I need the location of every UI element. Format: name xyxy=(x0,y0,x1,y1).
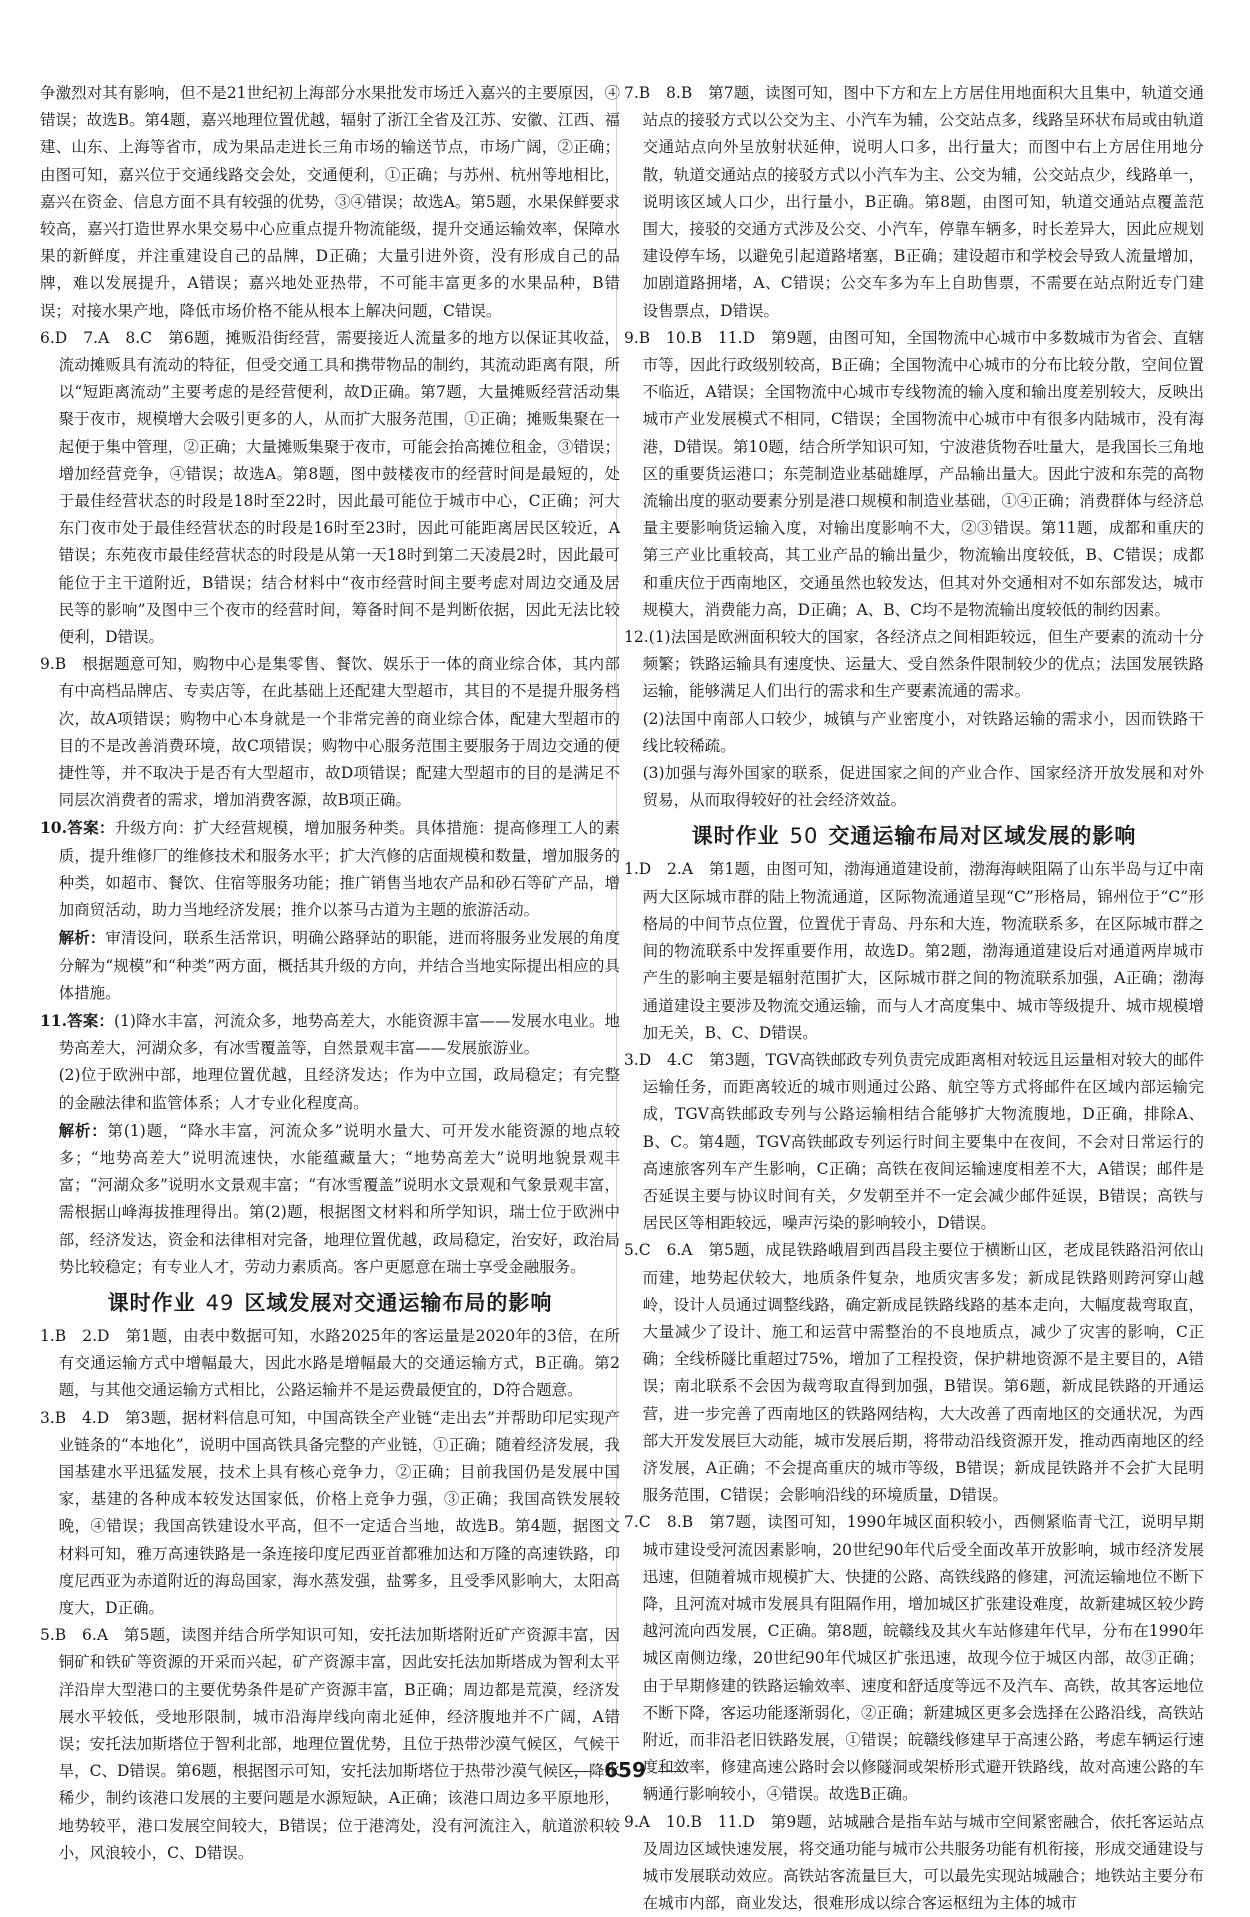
answer-paragraph xyxy=(40,651,620,814)
answer-paragraph xyxy=(40,1117,620,1281)
section-heading xyxy=(40,1285,620,1321)
answer-text: 3.D 4.C 第3题，TGV高铁邮政专列负责完成距离相对较远且运量相对较大的邮件运输任务，而距离较近的城市则通过公路、航空等方式将邮件在区域内部运输完成，TGV高铁邮政专列与公路运输相结合能够扩大物流腹地，D正确，排除A、B、C。第4题，TGV高铁邮政专列运行时间主要集中在夜间，不会对日常运行的高速旅客列车产生影响，C正确；高铁在夜间运输速度相差不大，A错误；邮件是否延误主要与协议时间有关，夕发朝至并不一定会减少邮件延误，B错误；高铁与居民区等相距较远，噪声污染的影响较小，D错误。 xyxy=(624,1050,1204,1233)
answer-text: (2)法国中南部人口较少，城镇与产业密度小，对铁路运输的需求小，因而铁路干线比较稀疏。 xyxy=(642,709,1204,755)
answer-text: 9.B 10.B 11.D 第9题，由图可知，全国物流中心城市中多数城市为省会、直辖市等，因此行政级别较高，B正确；全国物流中心城市的分布比较分散，空间位置不临近，A错误；全国物流中心城市专线物流的输入度和输出度差别较大，反映出城市产业发展模式不相同，C错误；全国物流中心城市中有很多内陆城市，没有海港，D错误。第10题，结合所学知识可知，宁波港货物吞吐量大，是我国长三角地区的重要货运港口；东莞制造业基础雄厚，产品输出量大。因此宁波和东莞的高物流输出度的驱动要素分别是港口规模和制造业基础，①④正确；消费群体与经济总量主要影响货运输入度，对输出度影响不大，②③错误。第11题，成都和重庆的第三产业比重较高，其工业产品的输出量少，物流输出度较低，B、C错误；成都和重庆位于西南地区，交通虽然也较发达，但其对外交通相对不如东部发达，城市规模大，消费能力高，D正确；A、B、C均不是物流输出度较低的制约因素。 xyxy=(624,328,1204,619)
answer-text: 7.C 8.B 第7题，读图可知，1990年城区面积较小，西侧紧临青弋江，说明早期城市建设受河流因素影响，20世纪90年代后受全面改革开放影响，城市经济发展迅速，但随着城市规模扩大、快捷的公路、高铁线路的修建，河流运输地位不断下降，且河流对城市发展具有阻隔作用，增加城区扩张建设难度，故新建城区较少跨越河流向西发展，C正确。第8题，皖赣线及其火车站修建年代早，分布在1990年城区南侧边缘，20世纪90年代城区扩张迅速，故现今位于城区内部，故③正确；由于早期修建的铁路运输效率、速度和舒适度等远不及汽车、高铁，故其客运地位不断下降，客运功能逐渐弱化，②正确；新建城区更多会选择在公路沿线，高铁站附近，而非沿老旧铁路发展，①错误；皖赣线修建早于高速公路，考虑车辆运行速度和效率，修建高速公路时会以修隧洞或架桥形式避开铁路线，故对高速公路的车辆通行影响较小，④错误。故选B正确。 xyxy=(624,1513,1204,1804)
answer-paragraph xyxy=(624,80,1204,325)
section-number: 50 xyxy=(789,824,819,849)
answer-label: 10.答案： xyxy=(40,818,115,838)
answer-text: 1.B 2.D 第1题，由表中数据可知，水路2025年的客运量是2020年的3倍，在所有交通运输方式中增幅最大，因此水路是增幅最大的交通运输方式，B正确。第2题，与其他交通运输方式相比，公路运输并不是运费最便宜的，D符合题意。 xyxy=(40,1326,620,1400)
answer-text: 9.A 10.B 11.D 第9题，站城融合是指车站与城市空间紧密融合，依托客运站点及周边区域快速发展，将交通功能与城市公共服务功能有机衔接，形成交通建设与城市发展联动效应。高铁站客流量巨大，可以最先实现站城融合；地铁站主要分布在城市内部，商业发达，很难形成以综合客运枢纽为主体的城市 xyxy=(624,1812,1204,1913)
answer-label: 解析： xyxy=(58,928,106,948)
answer-text: (3)加强与海外国家的联系，促进国家之间的产业合作、国家经济开放发展和对外贸易，从而取得较好的社会经济效益。 xyxy=(642,764,1204,810)
answer-paragraph xyxy=(40,1062,620,1116)
answer-paragraph xyxy=(40,1622,620,1867)
section-prefix: 课时作业 xyxy=(691,824,780,849)
answer-paragraph xyxy=(40,1323,620,1405)
answer-text: 争激烈对其有影响，但不是21世纪初上海部分水果批发市场迁入嘉兴的主要原因，④错误；故选B。第4题，嘉兴地理位置优越，辐射了浙江全省及江苏、安徽、江西、福建、山东、上海等省市，成为果品走进长三角市场的输送节点，市场广阔，②正确；由图可知，嘉兴位于交通线路交会处，交通便利，①正确；与苏州、杭州等地相比，嘉兴在资金、信息方面不具有较强的优势，③④错误；故选A。第5题，水果保鲜要求较高，嘉兴打造世界水果交易中心应重点提升物流能级，提升交通运输效率，保障水果的新鲜度，并注重建设自己的品牌，D正确；大量引进外资，没有形成自己的品牌，难以发展提升，A错误；嘉兴地处亚热带，不可能丰富更多的水果品种，B错误；对接水果产地，降低市场价格不能从根本上解决问题，C错误。 xyxy=(40,84,620,320)
answer-paragraph xyxy=(624,325,1204,624)
answer-paragraph xyxy=(40,80,620,325)
answer-paragraph xyxy=(624,856,1204,1046)
answer-text: 12.(1)法国是欧洲面积较大的国家，各经济点之间相距较远，但生产要素的流动十分频繁；铁路运输具有速度快、运量大、受自然条件限制较少的优点；法国发展铁路运输，能够满足人们出行的需求和生产要素流通的需求。 xyxy=(624,628,1204,701)
answer-paragraph xyxy=(624,624,1204,706)
answer-text: 升级方向：扩大经营规模，增加服务种类。具体措施：提高修理工人的素质，提升维修厂的维修技术和服务水平；扩大汽修的店面规模和数量，增加服务的种类，如超市、餐饮、住宿等服务功能；推广销售当地农产品和砂石等矿产品，增加商贸活动，助力当地经济发展；推介以茶马古道为主题的旅游活动。 xyxy=(58,819,620,920)
answer-paragraph xyxy=(40,1405,620,1623)
answer-text: 9.B 根据题意可知，购物中心是集零售、餐饮、娱乐于一体的商业综合体，其内部有中高档品牌店、专卖店等，在此基础上还配建大型超市，其目的不是提升服务档次，故A项错误；购物中心本身就是一个非常完善的商业综合体，配建大型超市的目的不是改善消费环境，故C项错误；购物中心服务范围主要服务于周边交通的便捷性等，并不取决于是否有大型超市，故D项错误；配建大型超市的目的是满足不同层次消费者的需求，增加消费客源，故B项正确。 xyxy=(40,655,620,810)
answer-text: 3.B 4.D 第3题，据材料信息可知，中国高铁全产业链“走出去”并帮助印尼实现产业链条的“本地化”，说明中国高铁具备完整的产业链，①正确；随着经济发展，我国基建水平迅猛发展，技术上具有核心竞争力，②正确；目前我国仍是发展中国家，基建的各种成本较发达国家低，价格上竞争力强，③正确；我国高铁发展较晚，④错误；我国高铁建设水平高，但不一定适合当地，故选B。第4题，据图文材料可知，雅万高速铁路是一条连接印度尼西亚首都雅加达和万隆的高速铁路，印度尼西亚为赤道附近的海岛国家，海水蒸发强，盐雾多，且受季风影响大，太阳高度大，D正确。 xyxy=(40,1408,620,1617)
answer-label: 11.答案： xyxy=(40,1010,114,1030)
answer-text: (1)降水丰富，河流众多，地势高差大，水能资源丰富——发展水电业。地势高差大，河湖众多，有冰雪覆盖等，自然景观丰富——发展旅游业。 xyxy=(58,1011,620,1058)
page-number-dash-right xyxy=(658,1771,684,1772)
answer-text: 审清设问，联系生活常识，明确公路驿站的职能，进而将服务业发展的角度分解为“规模”和“种类”两方面，概括其升级的方向，并结合当地实际提出相应的具体措施。 xyxy=(58,929,620,1002)
answer-text: 6.D 7.A 8.C 第6题，摊贩沿街经营，需要接近人流量多的地方以保证其收益，流动摊贩具有流动的特征，但受交通工具和携带物品的制约，其流动距离有限，所以“短距离流动”主要考虑的是经营便利，故D正确。第7题，大量摊贩经营活动集聚于夜市，规模增大会吸引更多的人，从而扩大服务范围，①正确；摊贩集聚在一起便于集中管理，②正确；大量摊贩集聚于夜市，可能会抬高摊位租金，③错误；增加经营竞争，④错误；故选A。第8题，图中鼓楼夜市的经营时间是最短的，处于最佳经营状态的时段是18时至22时，因此最可能位于城市中心，C正确；河大东门夜市处于最佳经营状态的时段是16时至23时，因此可能距离居民区较近，A错误；东苑夜市最佳经营状态的时段是从第一天18时到第二天凌晨2时，因此最可能位于主干道附近，B错误；结合材料中“夜市经营时间主要考虑对周边交通及居民等的影响”及图中三个夜市的经营时间，筹备时间不是判断依据，因此无法比较便利，D错误。 xyxy=(40,328,620,647)
right-column xyxy=(624,80,1204,1917)
answer-text: 第(1)题，“降水丰富，河流众多”说明水量大、可开发水能资源的地点较多；“地势高差大”说明流速快，水能蕴藏量大；“地势高差大”说明地貌景观丰富；“河湖众多”说明水文景观丰富；“有冰雪覆盖”说明水文景观和气象景观丰富，需根据山峰海拔推理得出。第(2)题，根据图文材料和所学知识，瑞士位于欧洲中部，经济发达，资金和法律相对完备，地理位置优越，政局稳定，治安好，政治局势比较稳定；有专业人才，劳动力素质高。客户更愿意在瑞士享受金融服务。 xyxy=(58,1121,620,1276)
answer-paragraph xyxy=(624,706,1204,760)
answer-paragraph xyxy=(40,924,620,1007)
answer-paragraph xyxy=(624,1809,1204,1917)
section-number: 49 xyxy=(205,1290,235,1315)
answer-text: 1.D 2.A 第1题，由图可知，渤海通道建设前，渤海海峡阻隔了山东半岛与辽中南两大区际城市群的陆上物流通道，区际物流通道呈现“C”形格局，锦州位于“C”形格局的中间节点位置，位置优于青岛、丹东和大连，物流联系多，在区际城市群之间的物流联系中发挥重要作用，故选D。第2题，渤海通道建设后对通道两岸城市产生的影响主要是辐射范围扩大，区际城市群之间的物流联系加强，A正确；渤海通道建设主要涉及物流交通运输，而与人才高度集中、城市等级提升、城市规模增加无关，B、C、D错误。 xyxy=(624,860,1204,1042)
answer-text: 5.C 6.A 第5题，成昆铁路峨眉到西昌段主要位于横断山区，老成昆铁路沿河依山而建，地势起伏较大，地质条件复杂，地质灾害多发；新成昆铁路则跨河穿山越岭，设计人员通过调整线路，确定新成昆铁路线路的基本走向，大幅度裁弯取直，大量减少了设计、施工和运营中需整治的不良地质点，减少了灾害的影响，C正确；全线桥隧比重超过75%，增加了工程投资，保护耕地资源不是主要目的，A错误；南北联系不会因为裁弯取直得到加强，B错误。第6题，新成昆铁路的开通运营，进一步完善了西南地区的铁路网结构，大大改善了西南地区的交通状况，为西部大开发发展巨大动能，城市发展后期，将带动沿线资源开发，推动西南地区的经济发展，A正确；不会提高重庆的城市等级，B错误；新成昆铁路并不会扩大昆明服务范围，C错误；会影响沿线的环境质量，D错误。 xyxy=(624,1241,1204,1505)
answer-paragraph xyxy=(624,760,1204,814)
section-title: 交通运输布局对区域发展的影响 xyxy=(828,824,1137,849)
answer-paragraph xyxy=(624,1237,1204,1509)
answer-paragraph xyxy=(40,814,620,924)
answer-paragraph xyxy=(40,325,620,651)
page-number-text: 659 xyxy=(604,1758,646,1782)
answer-text: 7.B 8.B 第7题，读图可知，图中下方和左上方居住用地面积大且集中，轨道交通站点的接驳方式以公交为主、小汽车为辅，公交站点多，线路呈环状布局或由轨道交通站点向外呈放射状延伸，说明人口多，出行量大；而图中右上方居住用地分散，轨道交通站点的接驳方式以小汽车为主、公交为辅，公交站点少，线路单一，说明该区域人口少，出行量小，B正确。第8题，由图可知，轨道交通站点覆盖范围大，接驳的交通方式涉及公交、小汽车，停靠车辆多，时长差异大，因此应规划建设停车场，以避免引起道路堵塞，B正确；建设超市和学校会导致人流量增加，加剧道路拥堵，A、C错误；公交车多为车上自助售票，不需要在站点附近专门建设售票点，D错误。 xyxy=(624,84,1204,320)
left-column xyxy=(40,80,620,1867)
answer-paragraph xyxy=(624,1047,1204,1237)
answer-text: 5.B 6.A 第5题，读图并结合所学知识可知，安托法加斯塔附近矿产资源丰富，因铜矿和铁矿等资源的开采而兴起，矿产资源丰富，因此安托法加斯塔成为智利太平洋沿岸大型港口的主要优势条件是矿产资源丰富，B正确；周边都是荒漠，经济发展水平较低，受地形限制，城市沿海岸线向南北延伸，经济腹地并不广阔，A错误；安托法加斯塔位于智利北部，地理位置优势，且位于热带沙漠气候区，气候干旱，C、D错误。第6题，根据图示可知，安托法加斯塔位于热带沙漠气候区，降水稀少，制约该港口发展的主要问题是水源短缺，A正确；该港口周边多平原地形，地势较平，港口发展空间较大，B错误；位于港湾处，没有河流注入，航道淤积较小，风浪较小，C、D错误。 xyxy=(40,1626,620,1862)
page-number-dash-left xyxy=(566,1771,592,1772)
answer-paragraph xyxy=(40,1007,620,1062)
answer-label: 解析： xyxy=(58,1120,108,1140)
section-prefix: 课时作业 xyxy=(107,1290,196,1315)
section-heading xyxy=(624,818,1204,854)
section-title: 区域发展对交通运输布局的影响 xyxy=(244,1290,553,1315)
answer-text: (2)位于欧洲中部，地理位置优越，且经济发达；作为中立国，政局稳定；有完整的金融法律和监管体系；人才专业化程度高。 xyxy=(58,1066,620,1112)
page-number xyxy=(0,1758,1250,1782)
